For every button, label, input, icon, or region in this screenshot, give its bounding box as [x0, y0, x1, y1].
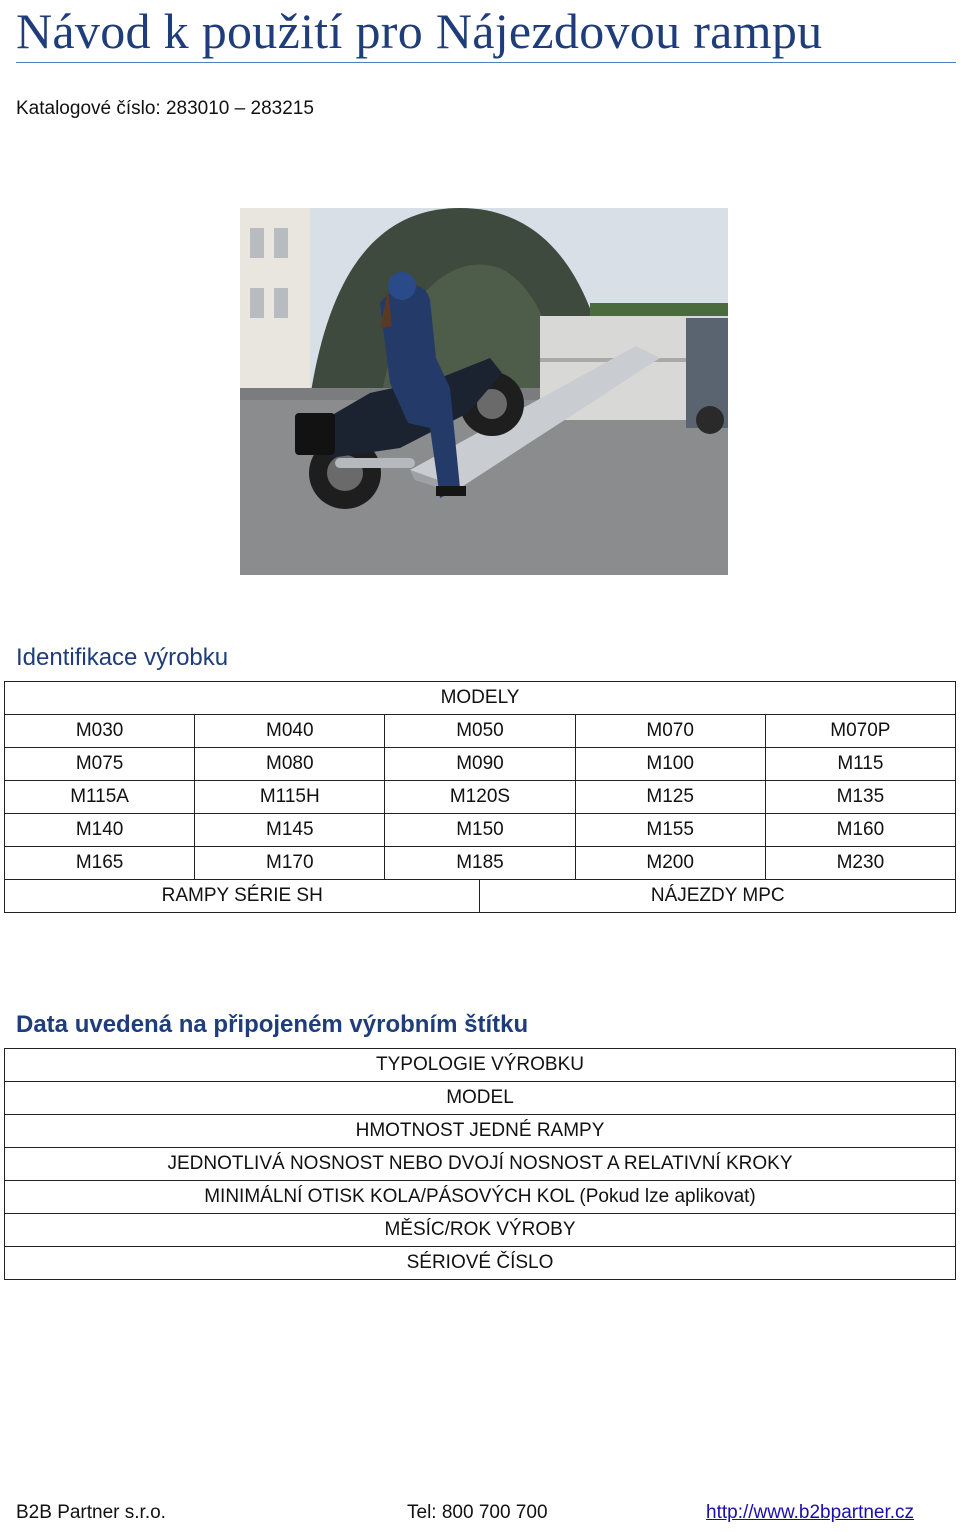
- table-row: [5, 1247, 956, 1280]
- model-cell: M140: [5, 814, 195, 847]
- label-data-heading: Data uvedená na připojeném výrobním štítku: [16, 1011, 529, 1038]
- page-title: Návod k použití pro Nájezdovou rampu: [16, 3, 823, 59]
- model-cell: M115: [765, 748, 955, 781]
- label-field: MINIMÁLNÍ OTISK KOLA/PÁSOVÝCH KOL (Pokud lze aplikovat): [5, 1181, 956, 1214]
- label-field: MĚSÍC/ROK VÝROBY: [5, 1214, 956, 1247]
- model-cell: M080: [195, 748, 385, 781]
- model-cell: M125: [575, 781, 765, 814]
- model-cell: M115H: [195, 781, 385, 814]
- table-row: [5, 1148, 956, 1181]
- model-cell: M030: [5, 715, 195, 748]
- identification-heading: Identifikace výrobku: [16, 644, 229, 671]
- table-row: [5, 847, 956, 880]
- footer-website-link[interactable]: http://www.b2bpartner.cz: [706, 1502, 915, 1523]
- model-cell: M115A: [5, 781, 195, 814]
- model-cell: M040: [195, 715, 385, 748]
- model-cell: M050: [385, 715, 575, 748]
- model-cell: M155: [575, 814, 765, 847]
- table-row: [5, 1049, 956, 1082]
- model-cell: M160: [765, 814, 955, 847]
- model-cell: M075: [5, 748, 195, 781]
- model-cell: M165: [5, 847, 195, 880]
- label-field: JEDNOTLIVÁ NOSNOST NEBO DVOJÍ NOSNOST A RELATIVNÍ KROKY: [5, 1148, 956, 1181]
- table-row: [5, 814, 956, 847]
- model-cell: M070P: [765, 715, 955, 748]
- table-row: [5, 1214, 956, 1247]
- series-cell: NÁJEZDY MPC: [480, 880, 956, 913]
- models-header: MODELY: [5, 682, 956, 715]
- label-field: MODEL: [5, 1082, 956, 1115]
- footer-website: [706, 1502, 914, 1524]
- table-row: [5, 880, 956, 913]
- series-cell: RAMPY SÉRIE SH: [5, 880, 480, 913]
- table-row: [5, 1082, 956, 1115]
- model-cell: M185: [385, 847, 575, 880]
- model-cell: M135: [765, 781, 955, 814]
- catalog-number: Katalogové číslo: 283010 – 283215: [16, 98, 314, 119]
- models-table: [4, 681, 956, 913]
- model-cell: M120S: [385, 781, 575, 814]
- label-field: HMOTNOST JEDNÉ RAMPY: [5, 1115, 956, 1148]
- product-photo: [240, 208, 728, 575]
- table-row: [5, 748, 956, 781]
- model-cell: M170: [195, 847, 385, 880]
- title-underline: [16, 62, 956, 63]
- model-cell: M145: [195, 814, 385, 847]
- footer-company: B2B Partner s.r.o.: [16, 1502, 166, 1523]
- table-row: [5, 1181, 956, 1214]
- table-row: [5, 1115, 956, 1148]
- model-cell: M070: [575, 715, 765, 748]
- model-cell: M230: [765, 847, 955, 880]
- label-data-table: [4, 1048, 956, 1280]
- model-cell: M150: [385, 814, 575, 847]
- label-field: TYPOLOGIE VÝROBKU: [5, 1049, 956, 1082]
- table-row: [5, 682, 956, 715]
- model-cell: M100: [575, 748, 765, 781]
- model-cell: M090: [385, 748, 575, 781]
- model-cell: M200: [575, 847, 765, 880]
- table-row: [5, 781, 956, 814]
- label-field: SÉRIOVÉ ČÍSLO: [5, 1247, 956, 1280]
- table-row: [5, 715, 956, 748]
- footer-phone: Tel: 800 700 700: [407, 1502, 548, 1523]
